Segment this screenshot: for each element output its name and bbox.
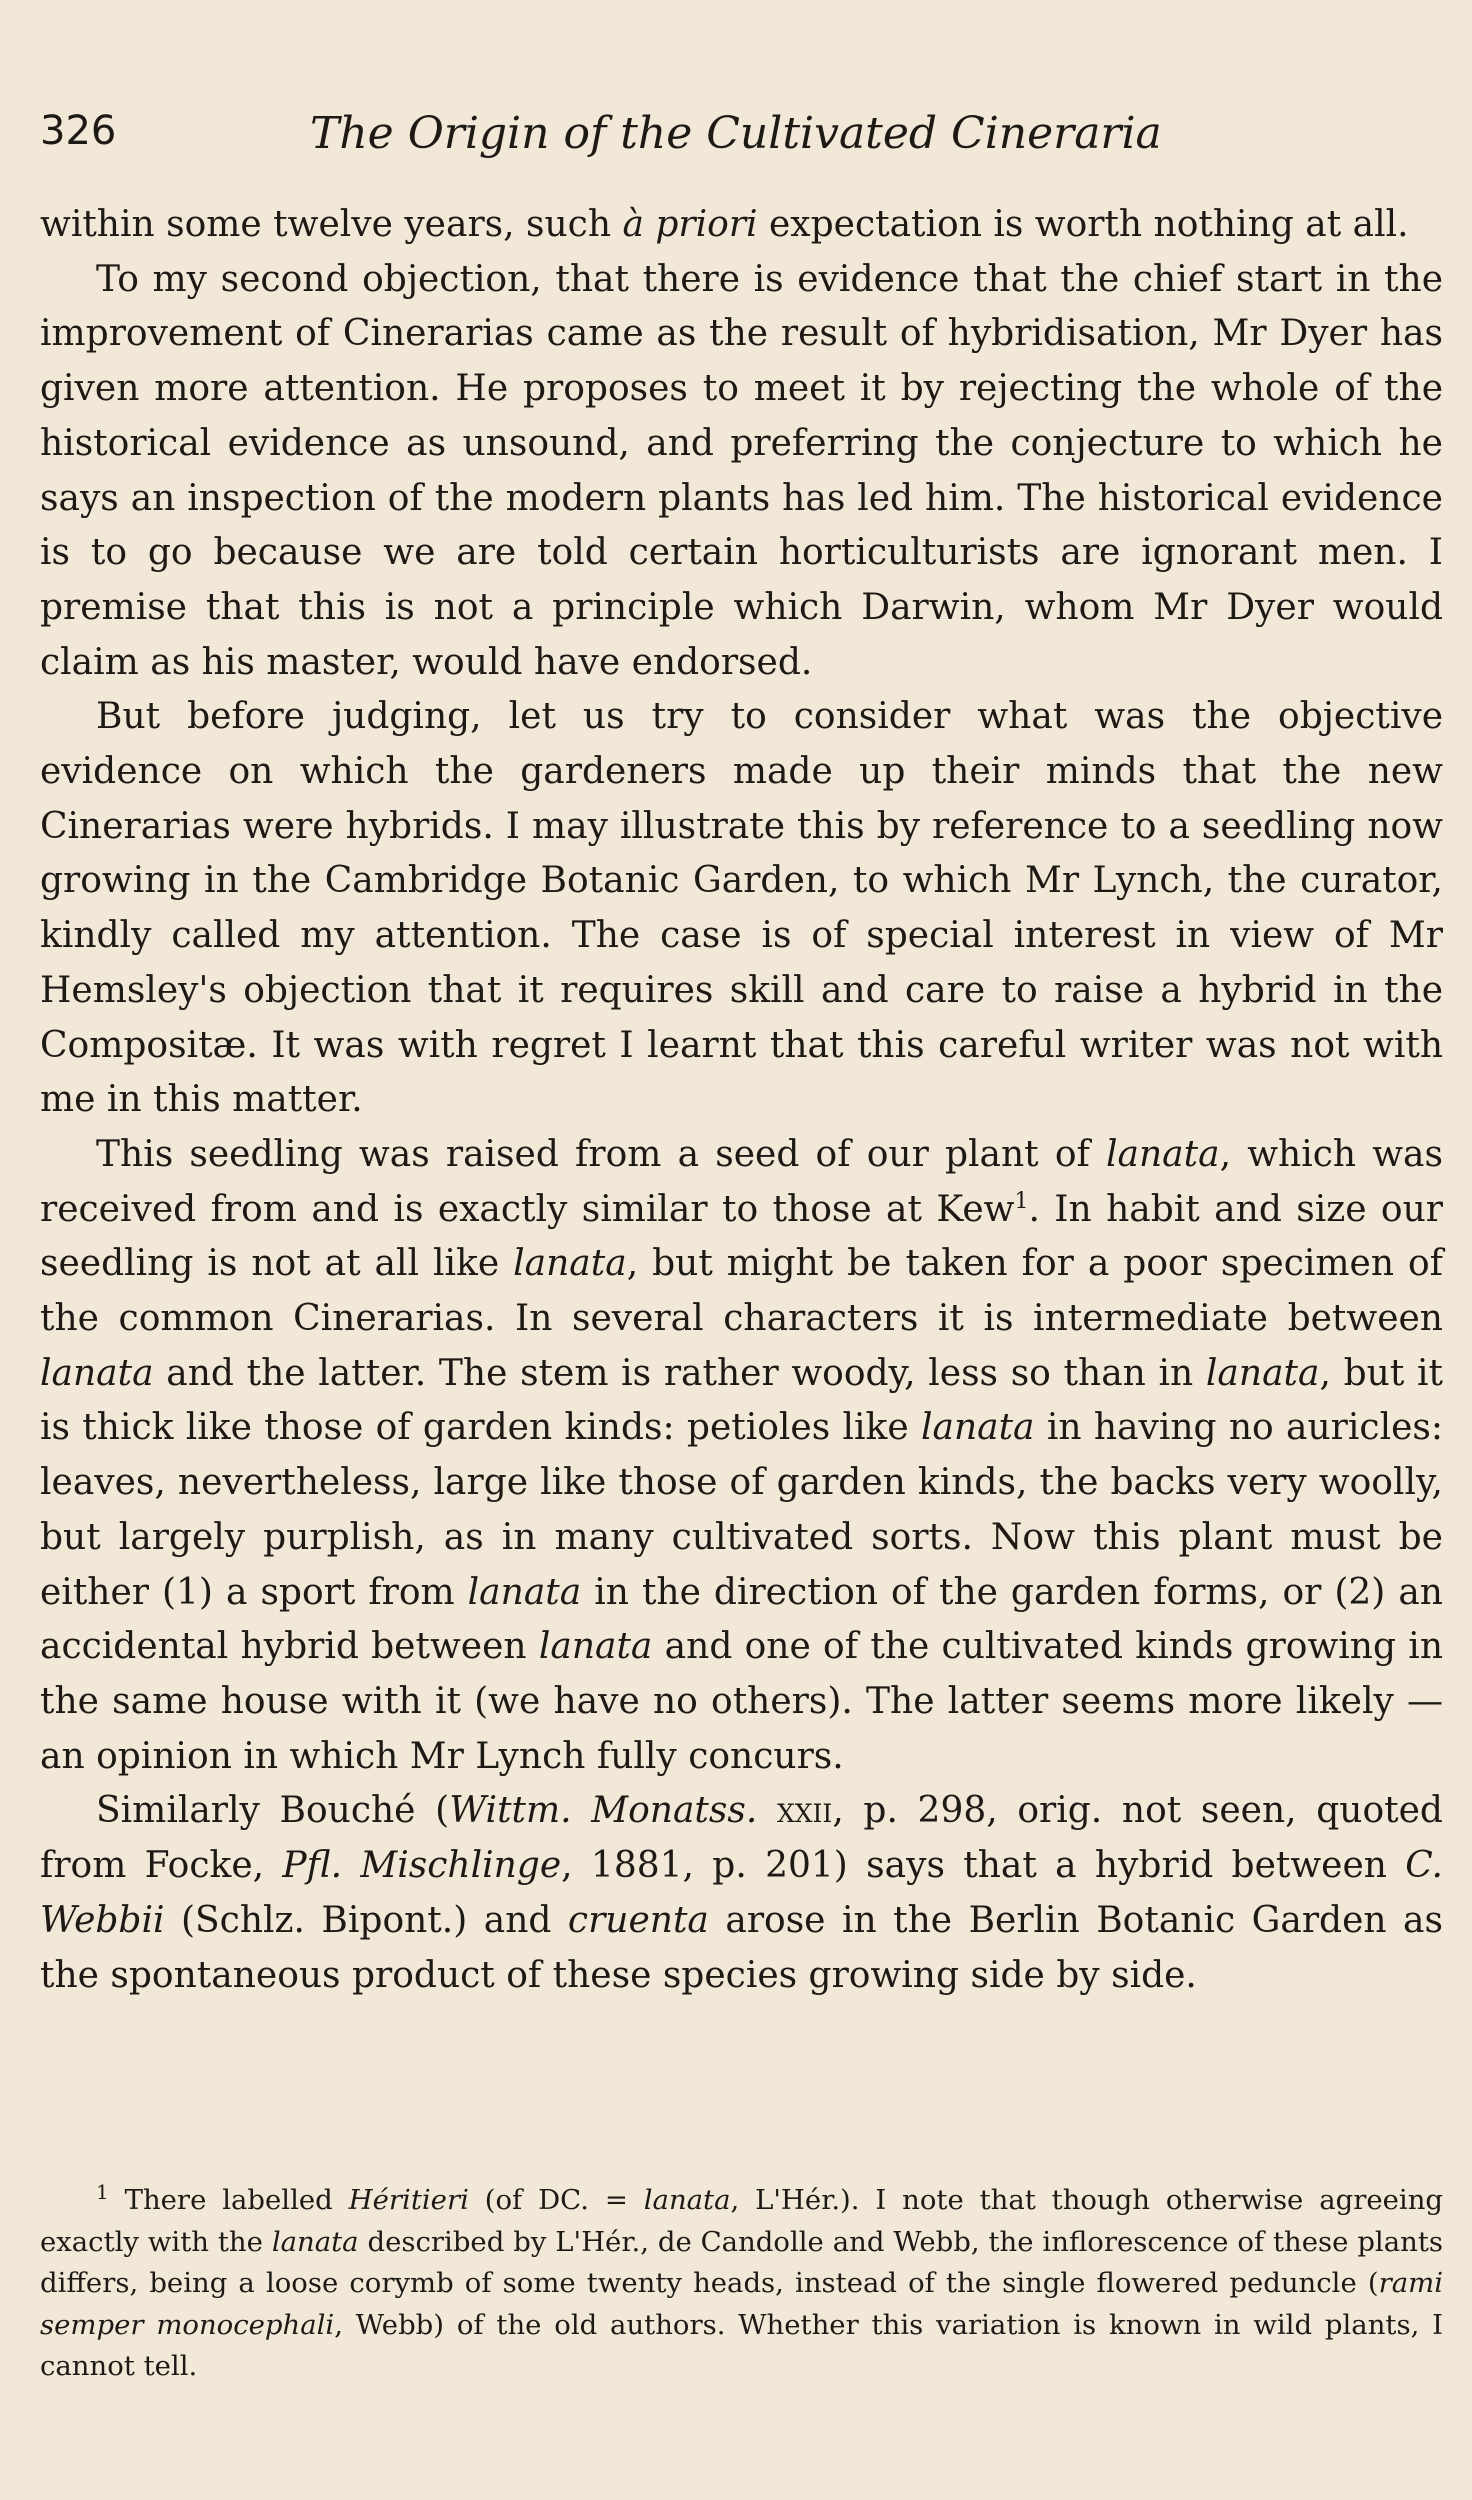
- emphasis: rami semper monocephali: [40, 2267, 1443, 2341]
- text-run: , L'Hér.). I note that though otherwise agreeing exactly with the: [40, 2184, 1444, 2258]
- emphasis: lanata: [538, 1626, 653, 1668]
- emphasis: lanata: [1205, 1352, 1320, 1394]
- text-run: within some twelve years, such: [40, 204, 623, 245]
- emphasis: lanata: [467, 1571, 582, 1613]
- running-title: The Origin of the Cultivated Cineraria: [310, 108, 1162, 159]
- emphasis: Wittm. Monatss.: [449, 1790, 758, 1832]
- footnote-mark: 1: [96, 2179, 109, 2204]
- text-run: , 1881, p. 201) says that a hybrid between: [561, 1845, 1406, 1887]
- text-run: expectation is worth nothing at all.: [757, 204, 1409, 245]
- text-run: (Schlz. Bipont.) and: [164, 1899, 568, 1941]
- text-run: in having no auricles: leaves, nevertheless, large like those of garden kinds, the backs very woolly, but largely purplish, as in many cultivated sorts. Now this plant must be either (1) a sport from: [40, 1407, 1443, 1613]
- emphasis: C. Webbii: [40, 1845, 1444, 1941]
- footnote-reference: 1: [1014, 1188, 1029, 1214]
- emphasis: cruenta: [567, 1899, 709, 1941]
- paragraph-2: To my second objection, that there is evidence that the chief start in the improvement of Cinerarias came as the result of hybridisation, Mr Dyer has given more attention. He proposes to meet it by rejecting the whole of the historical evidence as unsound, and preferring the conjecture to which he says an inspection of the modern plants has led him. The historical evidence is to go because we are told certain horticulturists are ignorant men. I premise that this is not a principle which Darwin, whom Mr Dyer would claim as his master, would have endorsed.: [40, 258, 1443, 683]
- text-run: [757, 1790, 777, 1831]
- body-text: [40, 198, 1443, 2003]
- emphasis: lanata: [513, 1243, 627, 1285]
- paragraph-1: [40, 198, 1443, 253]
- emphasis: lanata: [920, 1407, 1035, 1449]
- text-run: , but might be taken for a poor specimen of the common Cinerarias. In several characters it is intermediate between: [40, 1243, 1443, 1340]
- running-header: [40, 108, 1440, 178]
- emphasis: lanata: [1106, 1133, 1220, 1175]
- text-run: (of DC. =: [468, 2184, 644, 2216]
- footnote: [40, 2180, 1443, 2388]
- emphasis: lanata: [271, 2225, 359, 2258]
- text-run: and the latter. The stem is rather woody, less so than in: [153, 1352, 1206, 1394]
- paragraph-5: [40, 1784, 1443, 2003]
- emphasis: lanata: [643, 2184, 731, 2216]
- paragraph-3: But before judging, let us try to consider what was the objective evidence on which the gardeners made up their minds that the new Cinerarias were hybrids. I may illustrate this by reference to a seedling now growing in the Cambridge Botanic Garden, to which Mr Lynch, the curator, kindly called my attention. The case is of special interest in view of Mr Hemsley's objection that it requires skill and care to raise a hybrid in the Compositæ. It was with regret I learnt that this careful writer was not with me in this matter.: [40, 696, 1443, 1121]
- page-number: 326: [40, 108, 117, 154]
- paragraph-4: [40, 1128, 1443, 1784]
- emphasis: Pfl. Mischlinge: [282, 1845, 562, 1887]
- text-run: , p. 298, orig. not seen, quoted from Focke,: [40, 1790, 1443, 1887]
- text-run: , which was received from and is exactly similar to those at Kew: [40, 1133, 1443, 1230]
- text-run: and one of the cultivated kinds growing in the same house with it (we have no others). The latter seems more likely —an opinion in which Mr Lynch fully concurs.: [40, 1626, 1444, 1777]
- text-run: , but it is thick like those of garden kinds: petioles like: [40, 1352, 1443, 1449]
- emphasis: à priori: [622, 204, 758, 245]
- text-run: This seedling was raised from a seed of our plant of: [96, 1133, 1107, 1175]
- text-run: in the direction of the garden forms, or (2) an accidental hybrid between: [40, 1571, 1443, 1668]
- text-run: , Webb) of the old authors. Whether this variation is known in wild plants, I cannot tell.: [40, 2308, 1444, 2382]
- text-run: There labelled: [108, 2184, 349, 2216]
- emphasis: lanata: [40, 1352, 154, 1394]
- volume-number: xxii: [776, 1790, 833, 1832]
- text-run: Similarly Bouché (: [96, 1790, 450, 1832]
- text-run: described by L'Hér., de Candolle and Webb, the inflorescence of these plants differs, being a loose corymb of some twenty heads, instead of the single flowered peduncle (: [40, 2225, 1443, 2299]
- text-run: arose in the Berlin Botanic Garden as the spontaneous product of these species growing side by side.: [40, 1899, 1443, 1996]
- text-run: . In habit and size our seedling is not at all like: [40, 1188, 1443, 1285]
- emphasis: Héritieri: [348, 2184, 469, 2216]
